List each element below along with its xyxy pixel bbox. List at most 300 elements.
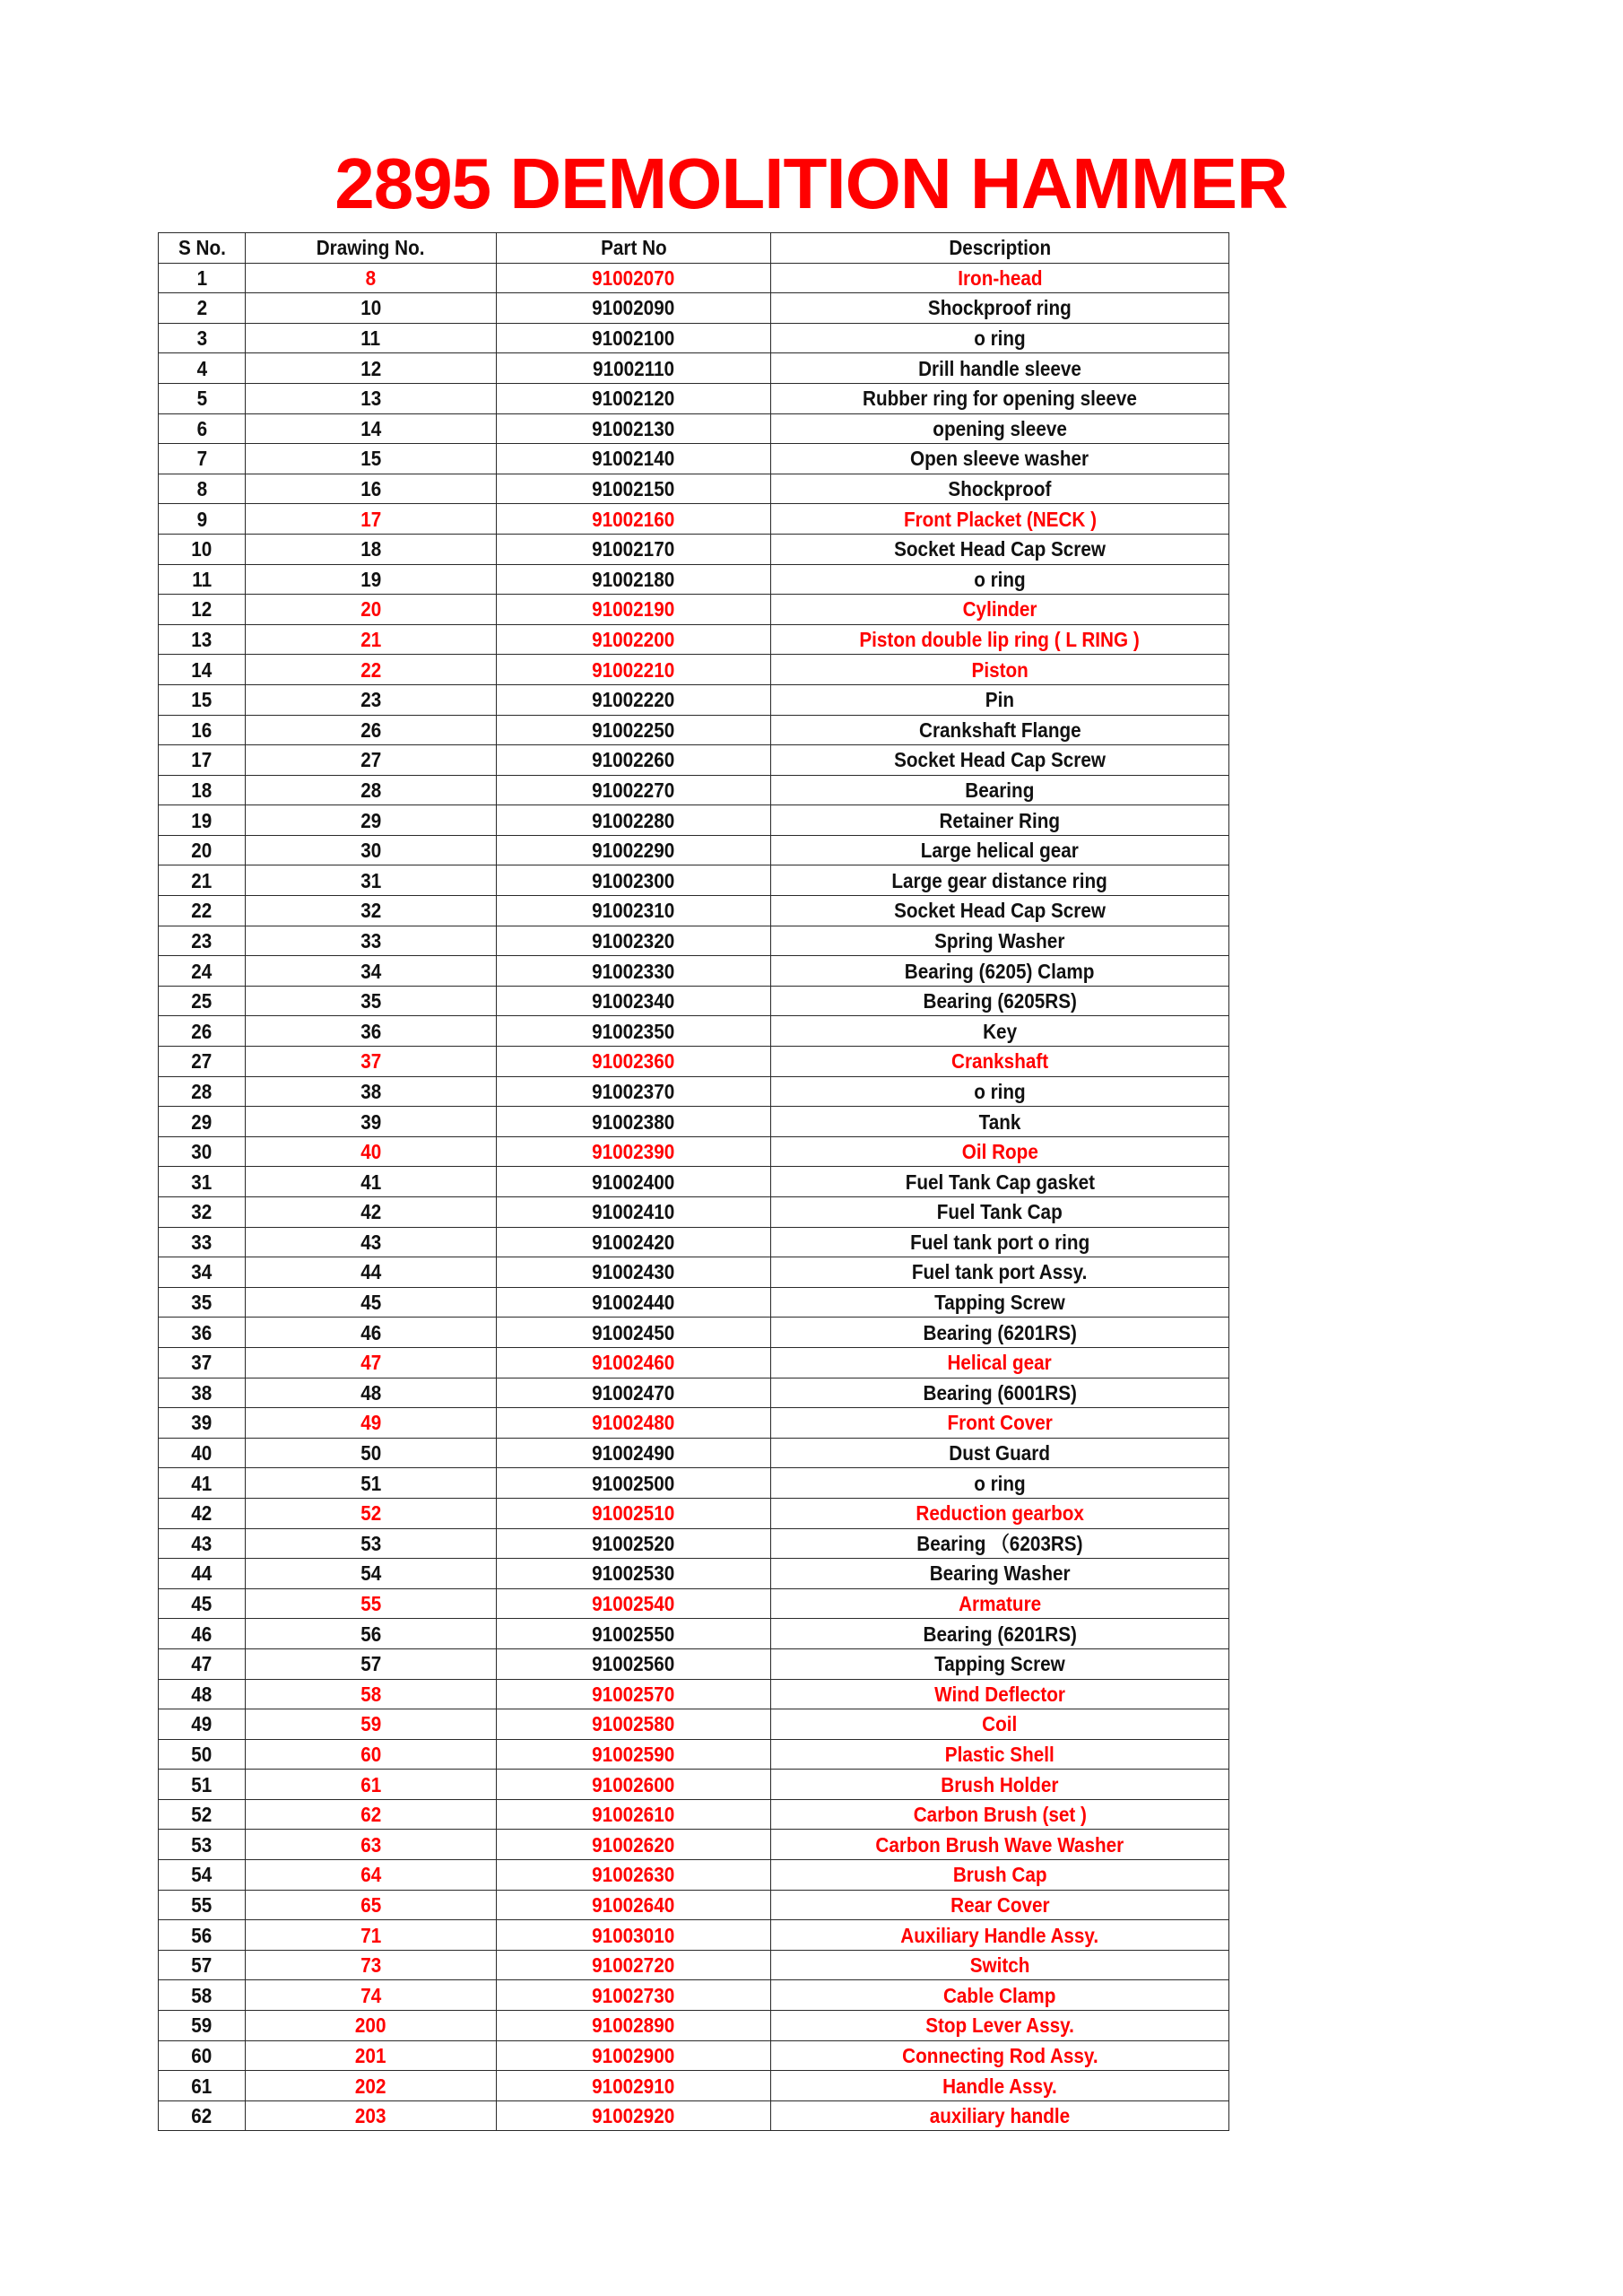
description-cell-text: Open sleeve washer xyxy=(910,447,1089,471)
s-no-cell-text: 34 xyxy=(191,1260,213,1284)
part-no-cell-text: 91002720 xyxy=(592,1953,675,1978)
drawing-no-cell-text: 8 xyxy=(365,265,377,290)
s-no-cell xyxy=(159,1648,246,1679)
s-no-cell-text: 25 xyxy=(191,989,213,1013)
s-no-cell xyxy=(159,1528,246,1559)
drawing-no-cell xyxy=(246,323,497,353)
part-no-cell xyxy=(497,534,771,564)
part-no-cell-text: 91002090 xyxy=(592,296,675,320)
parts-table-header xyxy=(159,233,1229,264)
table-row xyxy=(159,1167,1229,1197)
s-no-cell xyxy=(159,1739,246,1770)
drawing-no-cell xyxy=(246,474,497,504)
drawing-no-cell-text: 22 xyxy=(360,657,382,682)
description-cell xyxy=(771,1468,1229,1499)
drawing-no-cell-text: 15 xyxy=(360,447,382,471)
part-no-cell xyxy=(497,564,771,595)
drawing-no-cell xyxy=(246,1980,497,2011)
s-no-cell-text: 27 xyxy=(191,1049,213,1074)
s-no-cell-text: 13 xyxy=(191,628,213,652)
s-no-cell xyxy=(159,745,246,776)
description-cell-text: Auxiliary Handle Assy. xyxy=(900,1923,1099,1947)
drawing-no-cell xyxy=(246,1950,497,1980)
drawing-no-cell-text: 74 xyxy=(360,1983,382,2007)
drawing-no-cell-text: 34 xyxy=(360,959,382,983)
s-no-cell xyxy=(159,865,246,896)
table-row xyxy=(159,1318,1229,1348)
description-cell-text: Front Placket (NECK ) xyxy=(903,507,1097,531)
drawing-no-cell xyxy=(246,715,497,745)
part-no-cell xyxy=(497,956,771,987)
description-cell-text: Brush Holder xyxy=(941,1772,1059,1796)
part-no-cell xyxy=(497,805,771,836)
part-no-cell xyxy=(497,624,771,655)
s-no-cell-text: 47 xyxy=(191,1652,213,1676)
part-no-cell xyxy=(497,1648,771,1679)
drawing-no-cell-text: 200 xyxy=(355,2013,386,2038)
description-cell xyxy=(771,1709,1229,1740)
description-cell xyxy=(771,1408,1229,1439)
drawing-no-cell xyxy=(246,1799,497,1830)
s-no-cell xyxy=(159,655,246,685)
description-cell-text: Piston xyxy=(971,657,1028,682)
s-no-cell-text: 8 xyxy=(196,477,207,501)
part-no-cell-text: 91002220 xyxy=(592,688,675,712)
drawing-no-cell xyxy=(246,2011,497,2041)
s-no-cell-text: 61 xyxy=(191,2074,213,2098)
part-no-cell xyxy=(497,1378,771,1408)
drawing-no-cell xyxy=(246,1860,497,1891)
table-row xyxy=(159,684,1229,715)
description-cell-text: opening sleeve xyxy=(933,416,1067,440)
drawing-no-cell-text: 201 xyxy=(355,2043,386,2067)
s-no-cell xyxy=(159,1890,246,1920)
s-no-cell-text: 43 xyxy=(191,1531,213,1555)
part-no-cell-text: 91002120 xyxy=(592,387,675,411)
part-no-cell-text: 91002170 xyxy=(592,537,675,561)
s-no-cell-text: 4 xyxy=(196,356,207,380)
description-cell-text: Stop Lever Assy. xyxy=(925,2013,1074,2038)
drawing-no-cell xyxy=(246,1890,497,1920)
s-no-cell-text: 51 xyxy=(191,1772,213,1796)
drawing-no-cell-text: 54 xyxy=(360,1561,382,1586)
header-s-no xyxy=(159,233,246,264)
description-cell xyxy=(771,2011,1229,2041)
drawing-no-cell-text: 16 xyxy=(360,477,382,501)
part-no-cell-text: 91002530 xyxy=(592,1561,675,1586)
drawing-no-cell-text: 23 xyxy=(360,688,382,712)
s-no-cell-text: 33 xyxy=(191,1230,213,1254)
table-row xyxy=(159,2071,1229,2101)
description-cell-text: o ring xyxy=(974,1471,1026,1495)
table-row xyxy=(159,1679,1229,1709)
s-no-cell-text: 26 xyxy=(191,1019,213,1043)
description-cell xyxy=(771,1770,1229,1800)
description-cell xyxy=(771,564,1229,595)
description-cell-text: Bearing (6205RS) xyxy=(923,989,1077,1013)
part-no-cell-text: 91002150 xyxy=(592,477,675,501)
drawing-no-cell xyxy=(246,1318,497,1348)
drawing-no-cell xyxy=(246,1076,497,1107)
s-no-cell xyxy=(159,1136,246,1167)
s-no-cell xyxy=(159,986,246,1016)
part-no-cell xyxy=(497,1709,771,1740)
description-cell xyxy=(771,1799,1229,1830)
drawing-no-cell xyxy=(246,1619,497,1649)
table-row xyxy=(159,1378,1229,1408)
part-no-cell-text: 91002550 xyxy=(592,1622,675,1646)
s-no-cell xyxy=(159,1770,246,1800)
table-row xyxy=(159,1016,1229,1047)
description-cell xyxy=(771,1318,1229,1348)
part-no-cell-text: 91002570 xyxy=(592,1682,675,1706)
part-no-cell xyxy=(497,2011,771,2041)
drawing-no-cell xyxy=(246,1047,497,1077)
part-no-cell-text: 91002260 xyxy=(592,748,675,772)
part-no-cell xyxy=(497,504,771,535)
description-cell xyxy=(771,956,1229,987)
description-cell-text: Fuel Tank Cap xyxy=(937,1200,1063,1224)
s-no-cell xyxy=(159,956,246,987)
part-no-cell xyxy=(497,1468,771,1499)
part-no-cell-text: 91002900 xyxy=(592,2043,675,2067)
part-no-cell xyxy=(497,835,771,865)
s-no-cell xyxy=(159,896,246,926)
drawing-no-cell-text: 19 xyxy=(360,567,382,591)
parts-table-body xyxy=(159,263,1229,2131)
description-cell xyxy=(771,865,1229,896)
description-cell-text: Cylinder xyxy=(962,597,1037,622)
header-part-no-label: Part No xyxy=(600,236,667,260)
description-cell-text: Plastic Shell xyxy=(945,1742,1055,1766)
part-no-cell-text: 91002460 xyxy=(592,1351,675,1375)
description-cell-text: Connecting Rod Assy. xyxy=(901,2043,1098,2067)
description-cell xyxy=(771,293,1229,324)
s-no-cell xyxy=(159,1860,246,1891)
drawing-no-cell-text: 64 xyxy=(360,1863,382,1887)
s-no-cell xyxy=(159,1709,246,1740)
table-row xyxy=(159,2011,1229,2041)
s-no-cell xyxy=(159,474,246,504)
part-no-cell-text: 91002620 xyxy=(592,1832,675,1857)
s-no-cell xyxy=(159,926,246,956)
table-row xyxy=(159,1770,1229,1800)
description-cell-text: Armature xyxy=(958,1592,1042,1616)
part-no-cell xyxy=(497,1559,771,1589)
title-container xyxy=(334,139,1289,224)
table-row xyxy=(159,1136,1229,1167)
description-cell xyxy=(771,353,1229,384)
description-cell-text: Bearing xyxy=(965,778,1035,802)
table-row xyxy=(159,624,1229,655)
table-row xyxy=(159,896,1229,926)
drawing-no-cell xyxy=(246,534,497,564)
part-no-cell xyxy=(497,775,771,805)
drawing-no-cell xyxy=(246,1770,497,1800)
drawing-no-cell xyxy=(246,1136,497,1167)
s-no-cell-text: 19 xyxy=(191,808,213,832)
description-cell-text: Socket Head Cap Screw xyxy=(894,899,1106,923)
table-row xyxy=(159,383,1229,413)
s-no-cell-text: 15 xyxy=(191,688,213,712)
description-cell xyxy=(771,1739,1229,1770)
part-no-cell xyxy=(497,1799,771,1830)
part-no-cell-text: 91002110 xyxy=(593,356,674,380)
drawing-no-cell-text: 44 xyxy=(360,1260,382,1284)
part-no-cell xyxy=(497,595,771,625)
description-cell-text: Carbon Brush Wave Washer xyxy=(875,1832,1124,1857)
s-no-cell-text: 54 xyxy=(191,1863,213,1887)
drawing-no-cell xyxy=(246,444,497,474)
s-no-cell-text: 31 xyxy=(191,1170,213,1194)
drawing-no-cell-text: 50 xyxy=(360,1441,382,1465)
drawing-no-cell xyxy=(246,2040,497,2071)
part-no-cell-text: 91002290 xyxy=(592,839,675,863)
description-cell-text: Switch xyxy=(969,1953,1030,1978)
table-row xyxy=(159,1468,1229,1499)
part-no-cell xyxy=(497,444,771,474)
drawing-no-cell-text: 13 xyxy=(360,387,382,411)
header-s-no-label: S No. xyxy=(178,236,226,260)
s-no-cell-text: 57 xyxy=(191,1953,213,1978)
part-no-cell-text: 91002130 xyxy=(592,416,675,440)
description-cell xyxy=(771,1890,1229,1920)
s-no-cell xyxy=(159,1559,246,1589)
s-no-cell xyxy=(159,684,246,715)
drawing-no-cell xyxy=(246,986,497,1016)
drawing-no-cell-text: 73 xyxy=(360,1953,382,1978)
drawing-no-cell-text: 42 xyxy=(360,1200,382,1224)
table-row xyxy=(159,745,1229,776)
s-no-cell-text: 20 xyxy=(191,839,213,863)
part-no-cell xyxy=(497,655,771,685)
description-cell xyxy=(771,474,1229,504)
part-no-cell xyxy=(497,1830,771,1860)
part-no-cell xyxy=(497,1287,771,1318)
header-description xyxy=(771,233,1229,264)
part-no-cell xyxy=(497,413,771,444)
description-cell xyxy=(771,1347,1229,1378)
description-cell-text: Spring Washer xyxy=(934,928,1065,952)
table-row xyxy=(159,1588,1229,1619)
description-cell-text: Bearing (6001RS) xyxy=(923,1380,1077,1405)
drawing-no-cell-text: 26 xyxy=(360,718,382,742)
description-cell xyxy=(771,1107,1229,1137)
drawing-no-cell-text: 33 xyxy=(360,928,382,952)
table-row xyxy=(159,1528,1229,1559)
table-row xyxy=(159,595,1229,625)
drawing-no-cell-text: 29 xyxy=(360,808,382,832)
s-no-cell xyxy=(159,805,246,836)
description-cell-text: Socket Head Cap Screw xyxy=(894,537,1106,561)
header-description-label: Description xyxy=(949,236,1051,260)
s-no-cell xyxy=(159,383,246,413)
part-no-cell xyxy=(497,2100,771,2131)
drawing-no-cell-text: 37 xyxy=(360,1049,382,1074)
drawing-no-cell xyxy=(246,353,497,384)
drawing-no-cell-text: 61 xyxy=(360,1772,382,1796)
table-row xyxy=(159,444,1229,474)
drawing-no-cell-text: 71 xyxy=(360,1923,382,1947)
page-title: 2895 DEMOLITION HAMMER xyxy=(334,144,1288,223)
part-no-cell xyxy=(497,1107,771,1137)
part-no-cell xyxy=(497,353,771,384)
table-row xyxy=(159,1619,1229,1649)
s-no-cell xyxy=(159,1167,246,1197)
part-no-cell xyxy=(497,986,771,1016)
part-no-cell xyxy=(497,1076,771,1107)
s-no-cell-text: 48 xyxy=(191,1682,213,1706)
description-cell xyxy=(771,1528,1229,1559)
table-row xyxy=(159,1709,1229,1740)
s-no-cell-text: 10 xyxy=(191,537,213,561)
drawing-no-cell-text: 49 xyxy=(360,1411,382,1435)
s-no-cell xyxy=(159,775,246,805)
description-cell-text: Rubber ring for opening sleeve xyxy=(863,387,1137,411)
drawing-no-cell xyxy=(246,293,497,324)
part-no-cell-text: 91002610 xyxy=(592,1803,675,1827)
table-row xyxy=(159,1438,1229,1468)
drawing-no-cell xyxy=(246,1107,497,1137)
s-no-cell xyxy=(159,715,246,745)
description-cell xyxy=(771,1197,1229,1228)
part-no-cell-text: 91002340 xyxy=(592,989,675,1013)
table-row xyxy=(159,1648,1229,1679)
s-no-cell-text: 39 xyxy=(191,1411,213,1435)
part-no-cell xyxy=(497,293,771,324)
s-no-cell-text: 53 xyxy=(191,1832,213,1857)
s-no-cell-text: 22 xyxy=(191,899,213,923)
s-no-cell-text: 46 xyxy=(191,1622,213,1646)
drawing-no-cell-text: 202 xyxy=(355,2074,386,2098)
description-cell-text: Shockproof ring xyxy=(928,296,1072,320)
drawing-no-cell-text: 14 xyxy=(360,416,382,440)
part-no-cell-text: 91002310 xyxy=(592,899,675,923)
drawing-no-cell xyxy=(246,1408,497,1439)
part-no-cell xyxy=(497,1016,771,1047)
table-row xyxy=(159,1287,1229,1318)
drawing-no-cell-text: 21 xyxy=(360,628,382,652)
part-no-cell-text: 91002210 xyxy=(592,657,675,682)
table-row xyxy=(159,504,1229,535)
description-cell xyxy=(771,1619,1229,1649)
part-no-cell xyxy=(497,1739,771,1770)
table-row xyxy=(159,1860,1229,1891)
part-no-cell xyxy=(497,323,771,353)
table-row xyxy=(159,775,1229,805)
part-no-cell-text: 91002160 xyxy=(592,507,675,531)
part-no-cell xyxy=(497,1980,771,2011)
drawing-no-cell xyxy=(246,1739,497,1770)
description-cell xyxy=(771,624,1229,655)
part-no-cell-text: 91002250 xyxy=(592,718,675,742)
description-cell xyxy=(771,684,1229,715)
s-no-cell-text: 50 xyxy=(191,1742,213,1766)
part-no-cell-text: 91002440 xyxy=(592,1291,675,1315)
s-no-cell xyxy=(159,835,246,865)
description-cell-text: Bearing (6201RS) xyxy=(923,1320,1077,1344)
drawing-no-cell-text: 32 xyxy=(360,899,382,923)
s-no-cell xyxy=(159,564,246,595)
table-row xyxy=(159,715,1229,745)
description-cell xyxy=(771,896,1229,926)
description-cell xyxy=(771,1047,1229,1077)
description-cell-text: Oil Rope xyxy=(961,1140,1038,1164)
part-no-cell-text: 91002070 xyxy=(592,265,675,290)
table-row xyxy=(159,1347,1229,1378)
description-cell-text: o ring xyxy=(974,326,1026,351)
table-row xyxy=(159,1950,1229,1980)
description-cell-text: Bearing (6201RS) xyxy=(923,1622,1077,1646)
description-cell-text: Dust Guard xyxy=(949,1441,1051,1465)
part-no-cell xyxy=(497,1950,771,1980)
drawing-no-cell xyxy=(246,2100,497,2131)
drawing-no-cell-text: 17 xyxy=(360,507,382,531)
drawing-no-cell xyxy=(246,655,497,685)
description-cell xyxy=(771,263,1229,293)
table-row xyxy=(159,1559,1229,1589)
drawing-no-cell-text: 41 xyxy=(360,1170,382,1194)
part-no-cell xyxy=(497,1588,771,1619)
description-cell-text: Carbon Brush (set ) xyxy=(913,1803,1087,1827)
table-row xyxy=(159,2040,1229,2071)
s-no-cell-text: 2 xyxy=(196,296,207,320)
drawing-no-cell xyxy=(246,1709,497,1740)
description-cell-text: Brush Cap xyxy=(952,1863,1047,1887)
drawing-no-cell-text: 65 xyxy=(360,1892,382,1917)
part-no-cell xyxy=(497,1920,771,1951)
s-no-cell-text: 49 xyxy=(191,1712,213,1736)
table-row xyxy=(159,1197,1229,1228)
description-cell xyxy=(771,1167,1229,1197)
s-no-cell xyxy=(159,595,246,625)
description-cell xyxy=(771,413,1229,444)
part-no-cell-text: 91002360 xyxy=(592,1049,675,1074)
drawing-no-cell xyxy=(246,624,497,655)
s-no-cell-text: 32 xyxy=(191,1200,213,1224)
description-cell xyxy=(771,323,1229,353)
s-no-cell xyxy=(159,1799,246,1830)
description-cell xyxy=(771,1920,1229,1951)
table-row xyxy=(159,926,1229,956)
table-row xyxy=(159,1047,1229,1077)
description-cell xyxy=(771,1830,1229,1860)
drawing-no-cell-text: 43 xyxy=(360,1230,382,1254)
part-no-cell xyxy=(497,263,771,293)
drawing-no-cell-text: 36 xyxy=(360,1019,382,1043)
part-no-cell-text: 91002920 xyxy=(592,2104,675,2128)
description-cell-text: Socket Head Cap Screw xyxy=(894,748,1106,772)
part-no-cell-text: 91002380 xyxy=(592,1109,675,1134)
s-no-cell-text: 29 xyxy=(191,1109,213,1134)
description-cell xyxy=(771,1227,1229,1257)
part-no-cell-text: 91002520 xyxy=(592,1531,675,1555)
s-no-cell xyxy=(159,1016,246,1047)
s-no-cell xyxy=(159,2040,246,2071)
part-no-cell-text: 91002390 xyxy=(592,1140,675,1164)
part-no-cell-text: 91002890 xyxy=(592,2013,675,2038)
description-cell-text: Fuel tank port o ring xyxy=(909,1230,1090,1254)
part-no-cell xyxy=(497,1528,771,1559)
part-no-cell-text: 91003010 xyxy=(592,1923,675,1947)
drawing-no-cell-text: 30 xyxy=(360,839,382,863)
part-no-cell xyxy=(497,1890,771,1920)
s-no-cell-text: 59 xyxy=(191,2013,213,2038)
part-no-cell-text: 91002590 xyxy=(592,1742,675,1766)
table-row xyxy=(159,1257,1229,1288)
description-cell xyxy=(771,745,1229,776)
table-row xyxy=(159,413,1229,444)
